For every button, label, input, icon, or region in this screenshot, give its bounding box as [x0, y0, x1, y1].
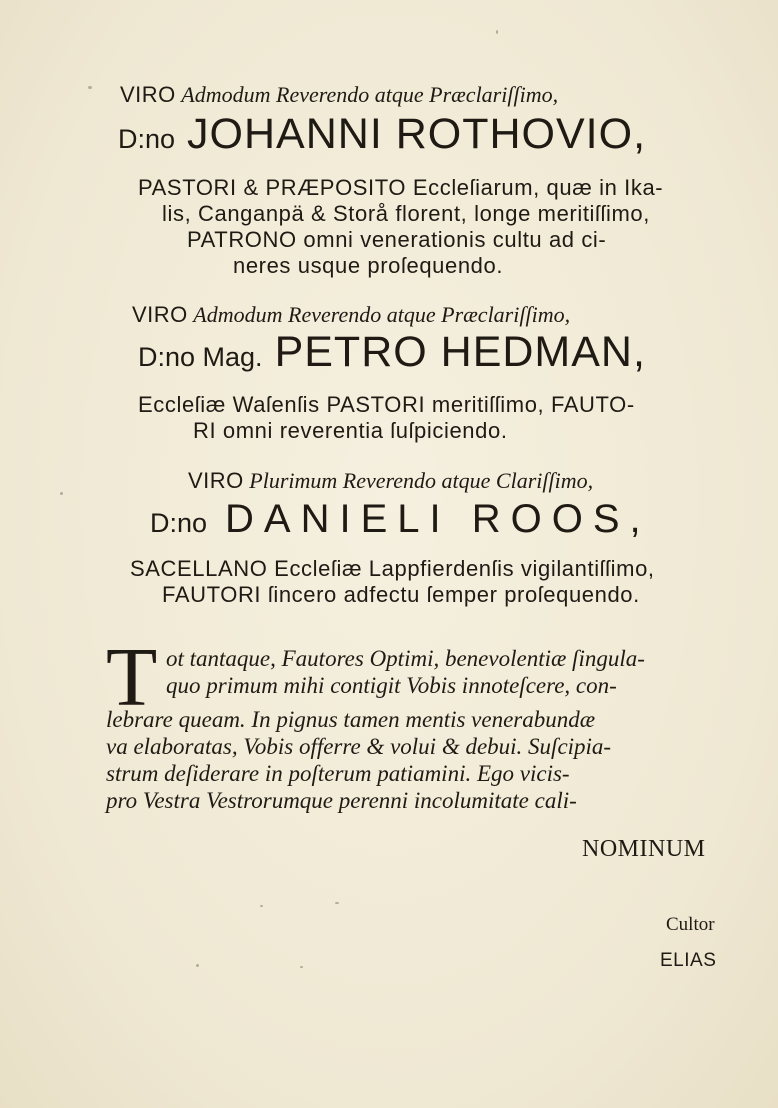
ink-speck [60, 492, 63, 495]
dedication-1-body-line: PASTORI & PRÆPOSITO Eccleſiarum, quæ in Ika- [138, 175, 664, 200]
dedication-2-body-line: RI omni reverentia ſuſpiciendo. [193, 418, 508, 443]
recipient-name: JOHANNI ROTHOVIO, [187, 110, 647, 158]
dedication-3-name-line [150, 497, 651, 542]
dedication-1-body-line: lis, Canganpä & Storå florent, longe meritiſſimo, [162, 201, 650, 226]
honorific-text: Admodum Reverendo atque Præclariſſimo, [181, 82, 559, 107]
drop-cap: T [106, 631, 158, 724]
catchword-nominum: NOMINUM [582, 836, 706, 862]
recipient-name: DANIELI ROOS, [225, 497, 651, 541]
ink-speck [300, 966, 303, 968]
honorific-text: Admodum Reverendo atque Præclariſſimo, [193, 302, 571, 327]
viro-label: VIRO [188, 468, 244, 493]
ink-speck [260, 905, 263, 907]
paragraph-line: pro Vestra Vestrorumque perenni incolumitate cali- [106, 788, 577, 813]
dno-title: D:no [150, 508, 208, 538]
dedication-1-heading [120, 82, 558, 108]
ink-speck [335, 902, 339, 904]
recipient-name: PETRO HEDMAN, [274, 328, 646, 376]
dedication-1-name-line [118, 110, 646, 159]
ink-speck [496, 30, 498, 34]
dedication-1-body-line: PATRONO omni venerationis cultu ad ci- [187, 227, 607, 252]
ink-speck [196, 964, 199, 967]
dedication-3-body-line: FAUTORI ſincero adfectu ſemper proſequendo. [162, 582, 640, 607]
ink-speck [88, 86, 92, 89]
dedication-3-body-line: SACELLANO Eccleſiæ Lappfierdenſis vigilantiſſimo, [130, 556, 655, 581]
dno-title: D:no Mag. [138, 342, 263, 372]
signature-elias: ELIAS [660, 950, 717, 971]
honorific-text: Plurimum Reverendo atque Clariſſimo, [249, 468, 594, 493]
dedication-2-body-line: Eccleſiæ Waſenſis PASTORI meritiſſimo, FAUTO- [138, 392, 635, 417]
paragraph-line: strum deſiderare in poſterum patiamini. Ego vicis- [106, 761, 570, 786]
dno-title: D:no [118, 124, 176, 154]
paragraph-line: quo primum mihi contigit Vobis innoteſcere, con- [166, 673, 617, 698]
paragraph-line: lebrare queam. In pignus tamen mentis venerabundæ [106, 707, 596, 732]
dedication-3-heading [188, 468, 593, 494]
dedication-1-body-line: neres usque proſequendo. [233, 253, 504, 278]
dedication-2-heading [132, 302, 570, 328]
paragraph-line: ot tantaque, Fautores Optimi, benevolentiæ ſingula- [166, 646, 645, 671]
viro-label: VIRO [120, 82, 176, 107]
dedication-2-name-line [138, 328, 646, 377]
viro-label: VIRO [132, 302, 188, 327]
paragraph-line: va elaboratas, Vobis offerre & volui & debui. Suſcipia- [106, 734, 612, 759]
signature-cultor: Cultor [666, 914, 715, 935]
